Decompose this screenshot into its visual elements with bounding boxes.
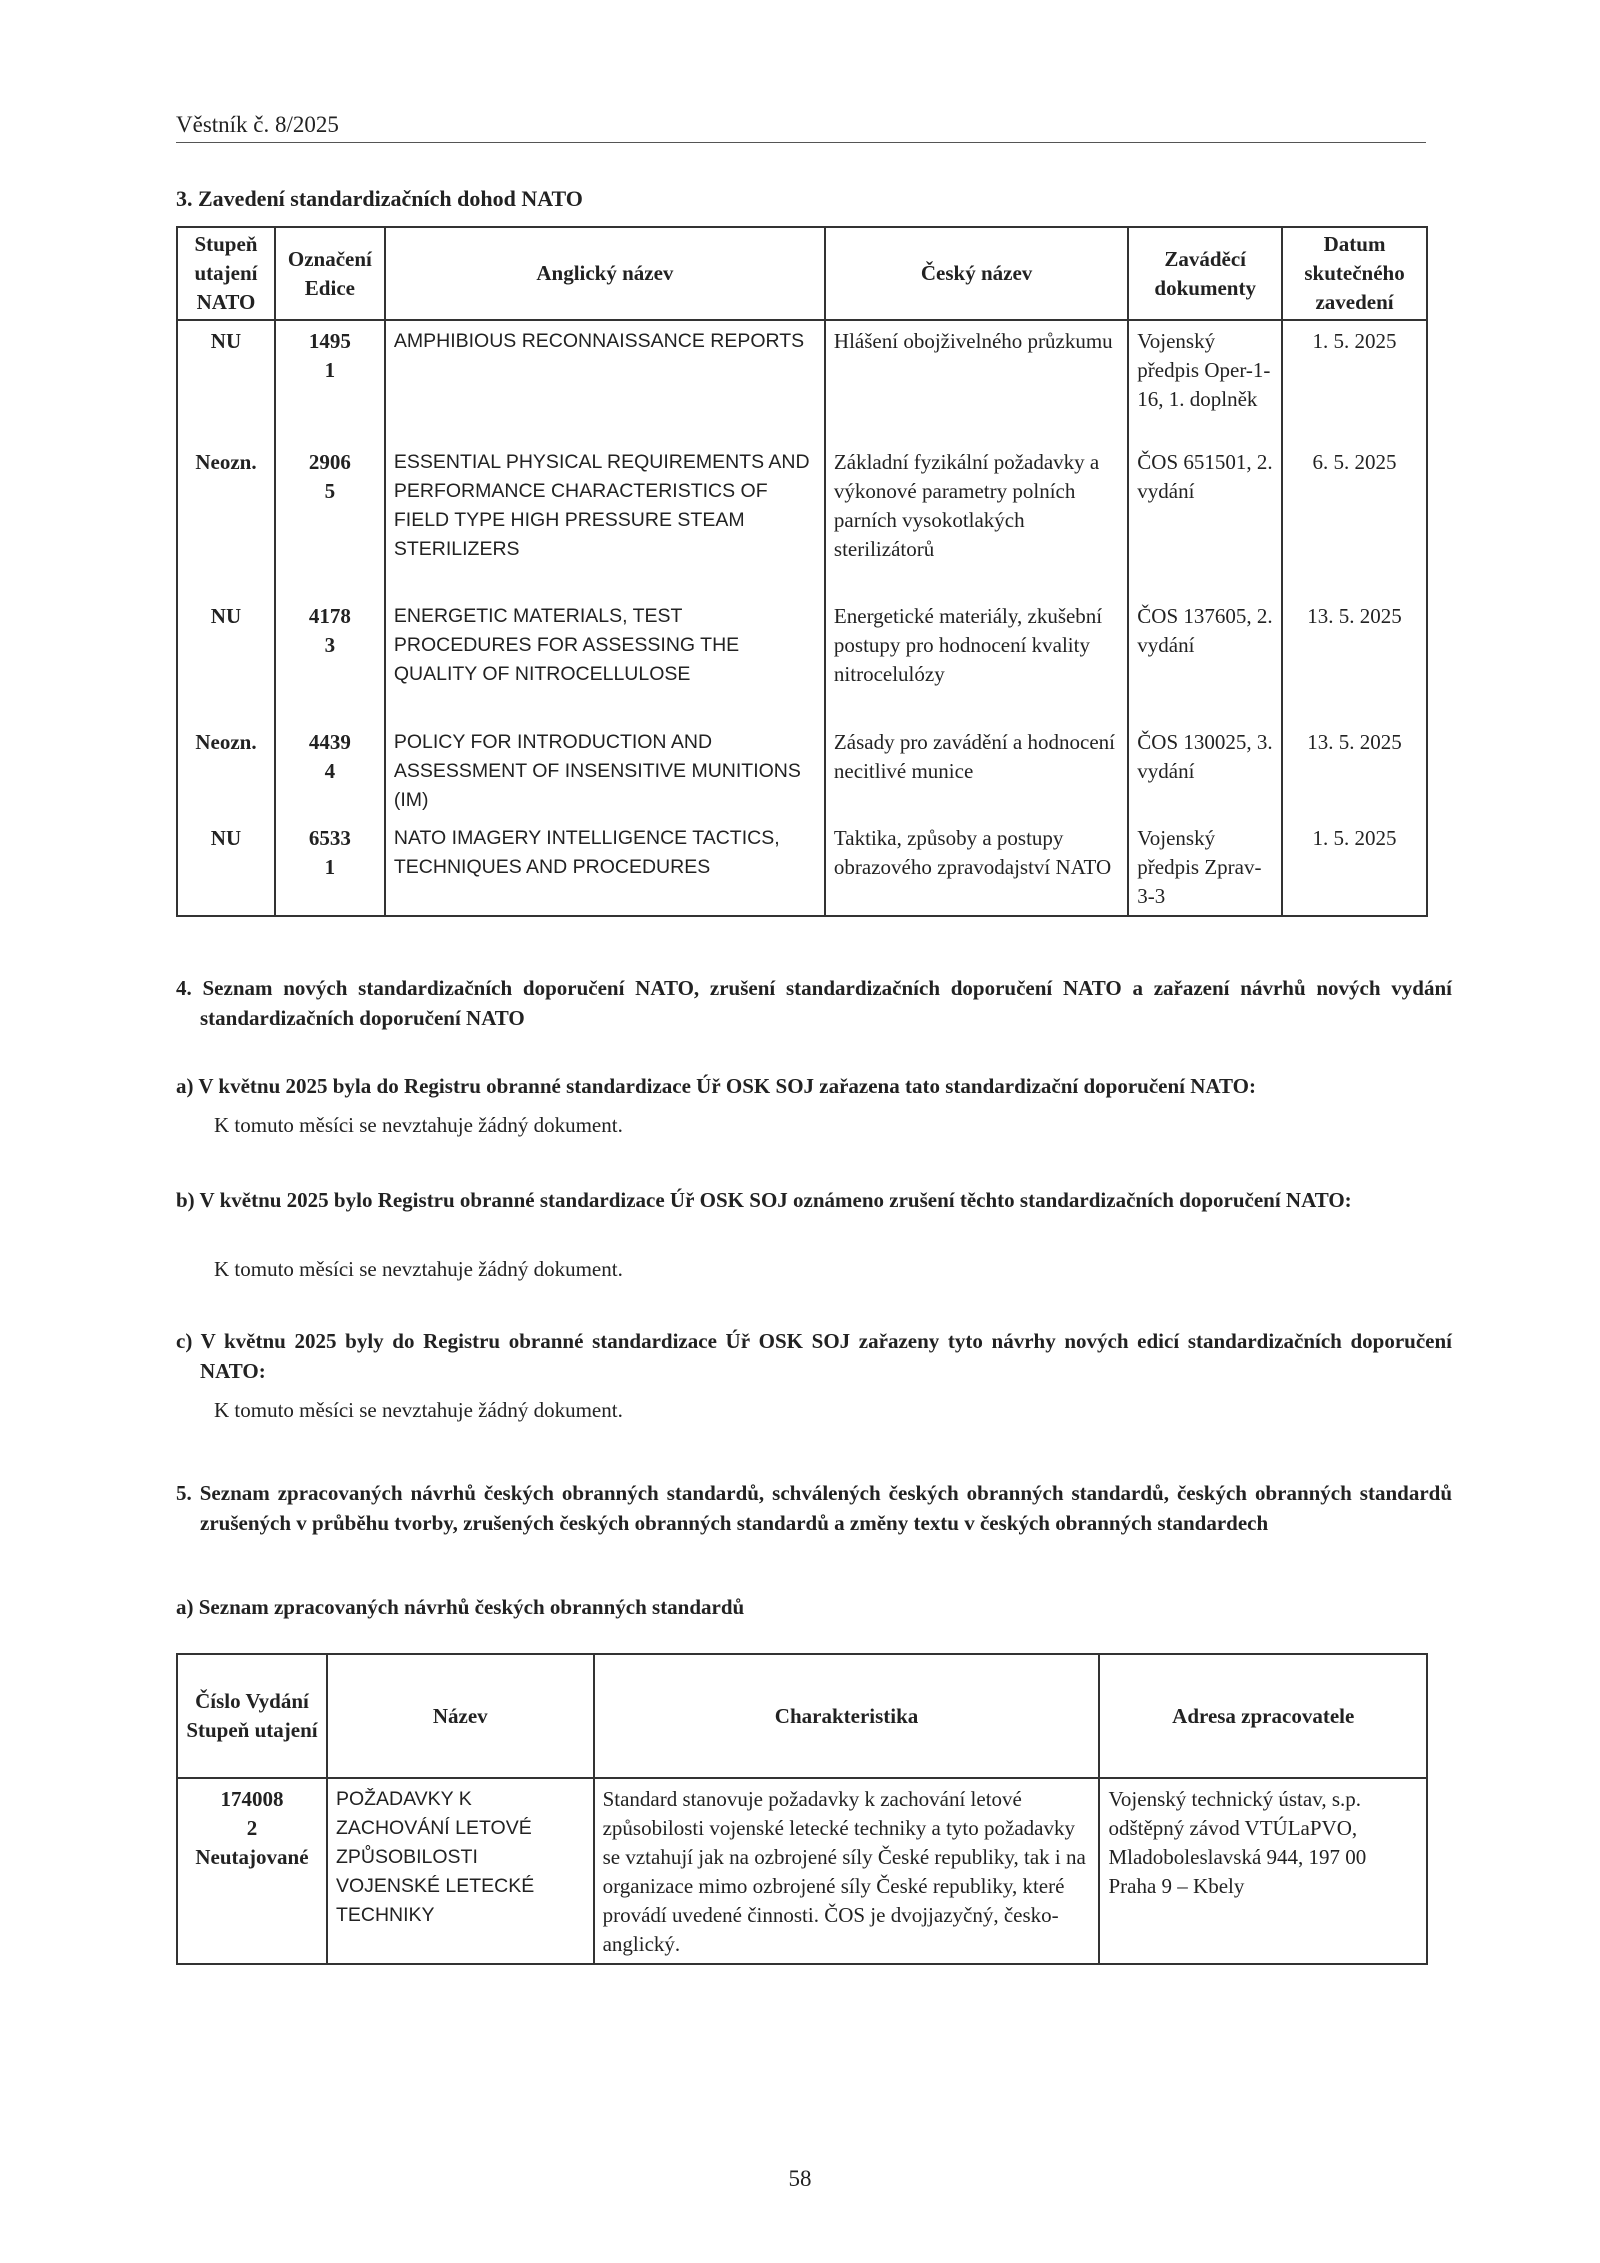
row-czech-name: Taktika, způsoby a postupy obrazového zpravodajství NATO [825,818,1128,916]
row-date: 6. 5. 2025 [1282,442,1427,596]
row-documents: Vojenský předpis Oper-1-16, 1. doplněk [1128,320,1282,442]
col-header-english: Anglický název [385,227,825,320]
col-header-docs: Zaváděcí dokumenty [1128,227,1282,320]
row-documents: ČOS 651501, 2. vydání [1128,442,1282,596]
cos-table [176,1653,1428,1965]
table-row [177,442,1427,596]
row-description: Standard stanovuje požadavky k zachování letové způsobilosti vojenské letecké techniky a tyto požadavky se vztahují jak na ozbrojené síly České republiky, tak i na organizace mimo ozbrojené síly České republiky, které provádí uvedené činnosti. ČOS je dvojjazyčný, česko-anglický. [594,1778,1100,1964]
col-header-description: Charakteristika [594,1654,1100,1778]
col-header-number: Číslo Vydání Stupeň utajení [177,1654,327,1778]
section-5a-heading: a) Seznam zpracovaných návrhů českých obranných standardů [176,1595,745,1619]
row-name: POŽADAVKY K ZACHOVÁNÍ LETOVÉ ZPŮSOBILOSTI VOJENSKÉ LETECKÉ TECHNIKY [327,1778,594,1964]
section-4a-heading: a) V květnu 2025 byla do Registru obranné standardizace Úř OSK SOJ zařazena tato standardizační doporučení NATO: [176,1074,1256,1098]
section-4b-heading: b) V květnu 2025 bylo Registru obranné standardizace Úř OSK SOJ oznámeno zrušení těchto standardizačních doporučení NATO: [176,1188,1352,1212]
running-header: Věstník č. 8/2025 [176,112,1426,143]
row-documents: ČOS 137605, 2. vydání [1128,596,1282,722]
col-header-date: Datum skutečného zavedení [1282,227,1427,320]
table-row [177,722,1427,818]
row-date: 13. 5. 2025 [1282,596,1427,722]
row-date: 13. 5. 2025 [1282,722,1427,818]
row-level: Neozn. [177,722,275,818]
row-documents: Vojenský předpis Zprav-3-3 [1128,818,1282,916]
row-level: NU [177,596,275,722]
col-header-czech: Český název [825,227,1128,320]
row-number: 4439 4 [275,722,385,818]
table-row [177,320,1427,442]
table-row [177,1778,1427,1964]
row-number: 174008 2 Neutajované [177,1778,327,1964]
row-address: Vojenský technický ústav, s.p. odštěpný závod VTÚLaPVO, Mladoboleslavská 944, 197 00 Praha 9 – Kbely [1099,1778,1427,1964]
stanag-table [176,226,1428,917]
col-header-address: Adresa zpracovatele [1099,1654,1427,1778]
col-header-level: Stupeň utajení NATO [177,227,275,320]
col-header-name: Název [327,1654,594,1778]
row-english-name: NATO IMAGERY INTELLIGENCE TACTICS, TECHNIQUES AND PROCEDURES [385,818,825,916]
row-level: Neozn. [177,442,275,596]
section-4b-note: K tomuto měsíci se nevztahuje žádný dokument. [214,1257,623,1281]
row-documents: ČOS 130025, 3. vydání [1128,722,1282,818]
row-level: NU [177,320,275,442]
row-date: 1. 5. 2025 [1282,320,1427,442]
section-4c-heading: c) V květnu 2025 byly do Registru obranné standardizace Úř OSK SOJ zařazeny tyto návrhy nových edicí standardizačních doporučení NATO: [176,1329,1452,1383]
row-czech-name: Energetické materiály, zkušební postupy pro hodnocení kvality nitrocelulózy [825,596,1128,722]
section-4a-note: K tomuto měsíci se nevztahuje žádný dokument. [214,1113,623,1137]
section-3-heading: 3. Zavedení standardizačních dohod NATO [176,186,583,211]
row-number: 2906 5 [275,442,385,596]
row-date: 1. 5. 2025 [1282,818,1427,916]
row-czech-name: Základní fyzikální požadavky a výkonové parametry polních parních vysokotlakých sterilizátorů [825,442,1128,596]
row-czech-name: Hlášení obojživelného průzkumu [825,320,1128,442]
row-english-name: POLICY FOR INTRODUCTION AND ASSESSMENT OF INSENSITIVE MUNITIONS (IM) [385,722,825,818]
col-header-number: Označení Edice [275,227,385,320]
row-english-name: AMPHIBIOUS RECONNAISSANCE REPORTS [385,320,825,442]
row-level: NU [177,818,275,916]
section-5-heading: 5. Seznam zpracovaných návrhů českých obranných standardů, schválených českých obranných standardů, českých obranných standardů zrušených v průběhu tvorby, zrušených českých obranných standardů a změny textu v českých obranných standardech [176,1481,1452,1535]
row-number: 4178 3 [275,596,385,722]
row-number: 6533 1 [275,818,385,916]
table-row [177,818,1427,916]
row-english-name: ESSENTIAL PHYSICAL REQUIREMENTS AND PERFORMANCE CHARACTERISTICS OF FIELD TYPE HIGH PRESSURE STEAM STERILIZERS [385,442,825,596]
row-czech-name: Zásady pro zavádění a hodnocení necitlivé munice [825,722,1128,818]
section-4-heading: 4. Seznam nových standardizačních doporučení NATO, zrušení standardizačních doporučení NATO a zařazení návrhů nových vydání standardizačních doporučení NATO [176,976,1452,1030]
row-english-name: ENERGETIC MATERIALS, TEST PROCEDURES FOR ASSESSING THE QUALITY OF NITROCELLULOSE [385,596,825,722]
page-number: 58 [788,2166,812,2191]
table-row [177,596,1427,722]
row-number: 1495 1 [275,320,385,442]
section-4c-note: K tomuto měsíci se nevztahuje žádný dokument. [214,1398,623,1422]
